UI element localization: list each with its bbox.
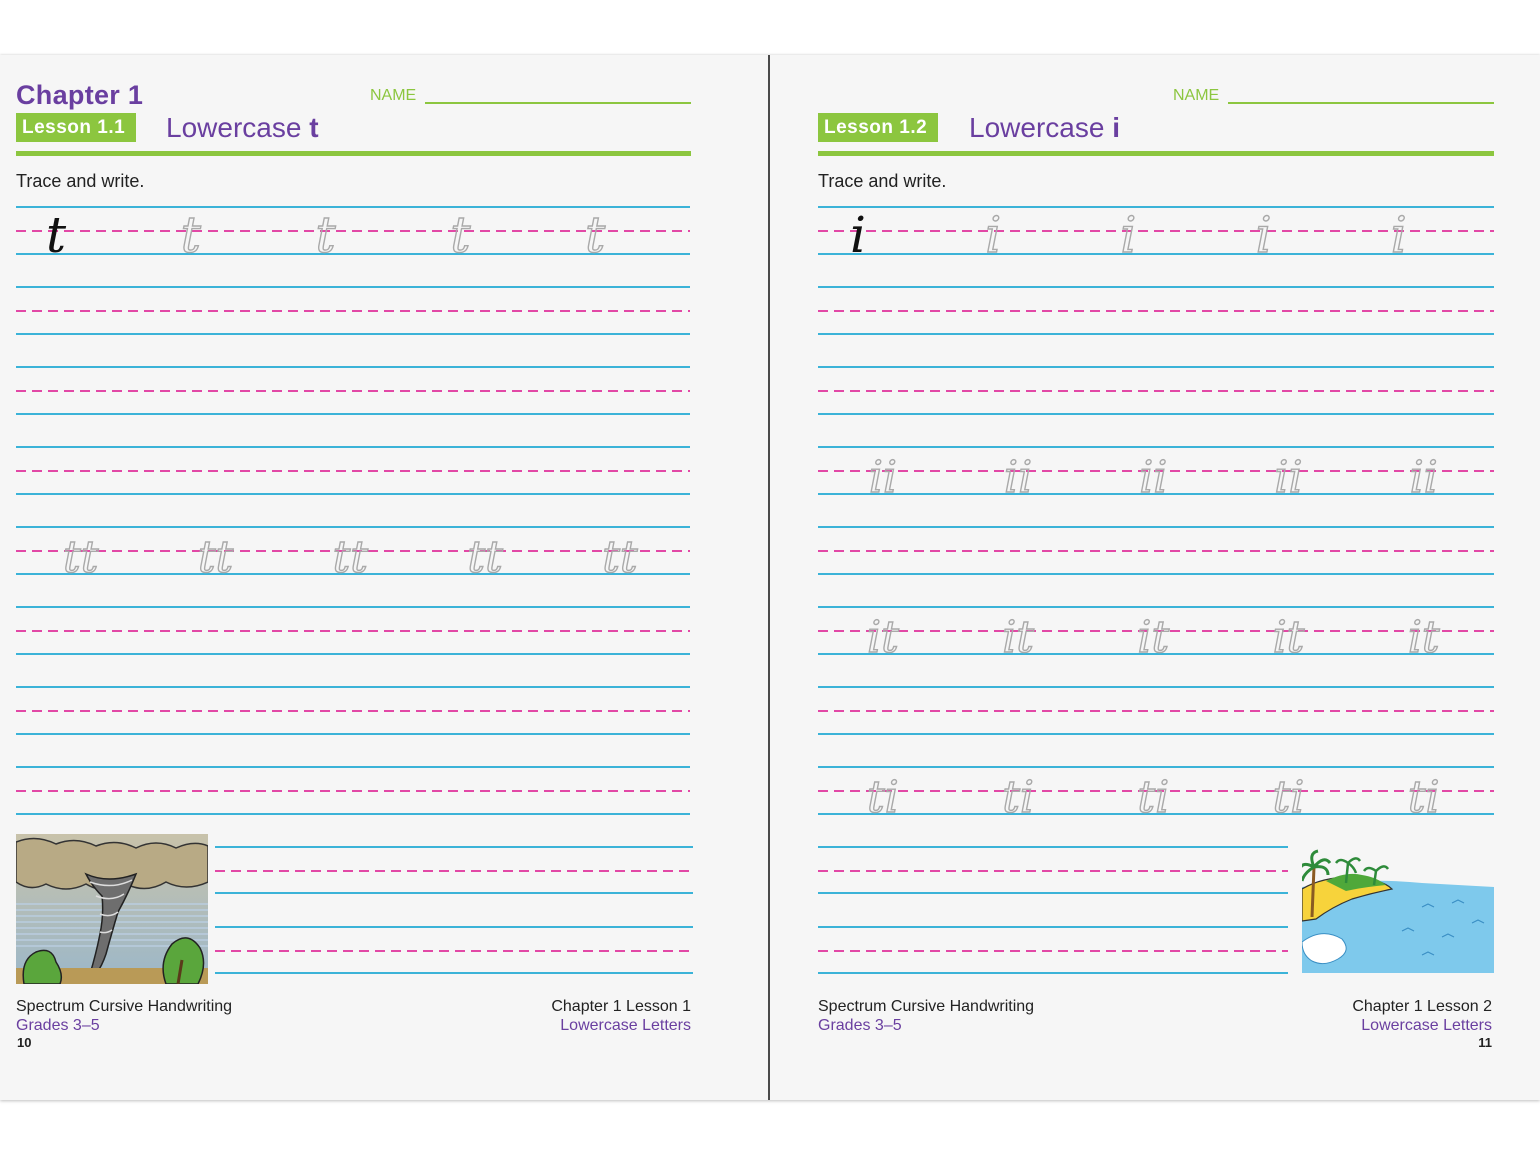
lesson-title-prefix: Lowercase: [166, 112, 302, 143]
name-label: NAME: [370, 87, 417, 104]
trace-letter: ti: [867, 772, 899, 823]
lesson-letter: i: [1112, 112, 1120, 143]
lesson-badge: Lesson 1.2: [818, 113, 938, 142]
writing-row-short[interactable]: [818, 927, 1288, 973]
trace-letter: t: [315, 206, 336, 264]
page-number: 11: [1478, 1035, 1492, 1050]
writing-row-short[interactable]: [818, 847, 1288, 893]
trace-letter: tt: [63, 532, 99, 583]
trace-letter: i: [1390, 206, 1407, 264]
trace-letter: t: [180, 206, 201, 264]
trace-letter: ti: [1137, 772, 1170, 823]
trace-letter: ii: [1274, 452, 1303, 503]
trace-letter: i: [1120, 206, 1137, 264]
small-ruling-right: [770, 55, 1540, 1100]
footer-book-title: Spectrum Cursive Handwriting: [16, 998, 233, 1015]
model-letter: i: [850, 206, 866, 264]
lesson-letter: t: [309, 112, 319, 143]
lesson-badge: Lesson 1.1: [16, 113, 136, 142]
left-page: [0, 55, 768, 1100]
model-letter: t: [45, 206, 67, 264]
name-label: NAME: [1173, 87, 1220, 104]
footer-section: Lowercase Letters: [560, 1017, 691, 1034]
chapter-title: Chapter 1: [16, 80, 144, 110]
lesson-title-prefix: Lowercase: [969, 112, 1105, 143]
trace-letter: tt: [602, 532, 638, 583]
footer-grades: Grades 3–5: [16, 1017, 100, 1034]
trace-letter: i: [1255, 206, 1272, 264]
right-page: [770, 55, 1540, 1100]
trace-letter: i: [985, 206, 1002, 264]
trace-letter: ti: [1407, 772, 1440, 823]
footer-chapter-lesson: Chapter 1 Lesson 1: [551, 998, 691, 1015]
trace-letter: it: [1002, 612, 1034, 663]
trace-letter: tt: [197, 532, 234, 583]
trace-letter: tt: [467, 532, 503, 583]
trace-letter: ii: [1004, 452, 1033, 503]
trace-letter: t: [585, 206, 606, 264]
trace-letter: ii: [868, 452, 897, 503]
footer-chapter-lesson: Chapter 1 Lesson 2: [1352, 998, 1492, 1015]
instruction-text: Trace and write.: [16, 171, 145, 191]
trace-letter: ti: [1002, 772, 1034, 823]
trace-letter: ii: [1409, 452, 1438, 503]
small-ruling-left: [0, 55, 768, 1100]
trace-letter: it: [867, 612, 899, 663]
writing-row-short[interactable]: [215, 927, 693, 973]
writing-row-short[interactable]: [215, 847, 693, 893]
page-number: 10: [17, 1035, 32, 1050]
trace-letter: it: [1272, 612, 1305, 663]
workbook-spread: [0, 55, 1540, 1100]
instruction-text: Trace and write.: [818, 171, 947, 191]
trace-letter: t: [450, 206, 471, 264]
footer-section: Lowercase Letters: [1361, 1017, 1492, 1034]
trace-letter: it: [1137, 612, 1170, 663]
footer-book-title: Spectrum Cursive Handwriting: [818, 998, 1035, 1015]
footer-grades: Grades 3–5: [818, 1017, 902, 1034]
trace-letter: it: [1407, 612, 1440, 663]
trace-letter: tt: [332, 532, 368, 583]
trace-letter: ti: [1272, 772, 1305, 823]
trace-letter: ii: [1139, 452, 1168, 503]
